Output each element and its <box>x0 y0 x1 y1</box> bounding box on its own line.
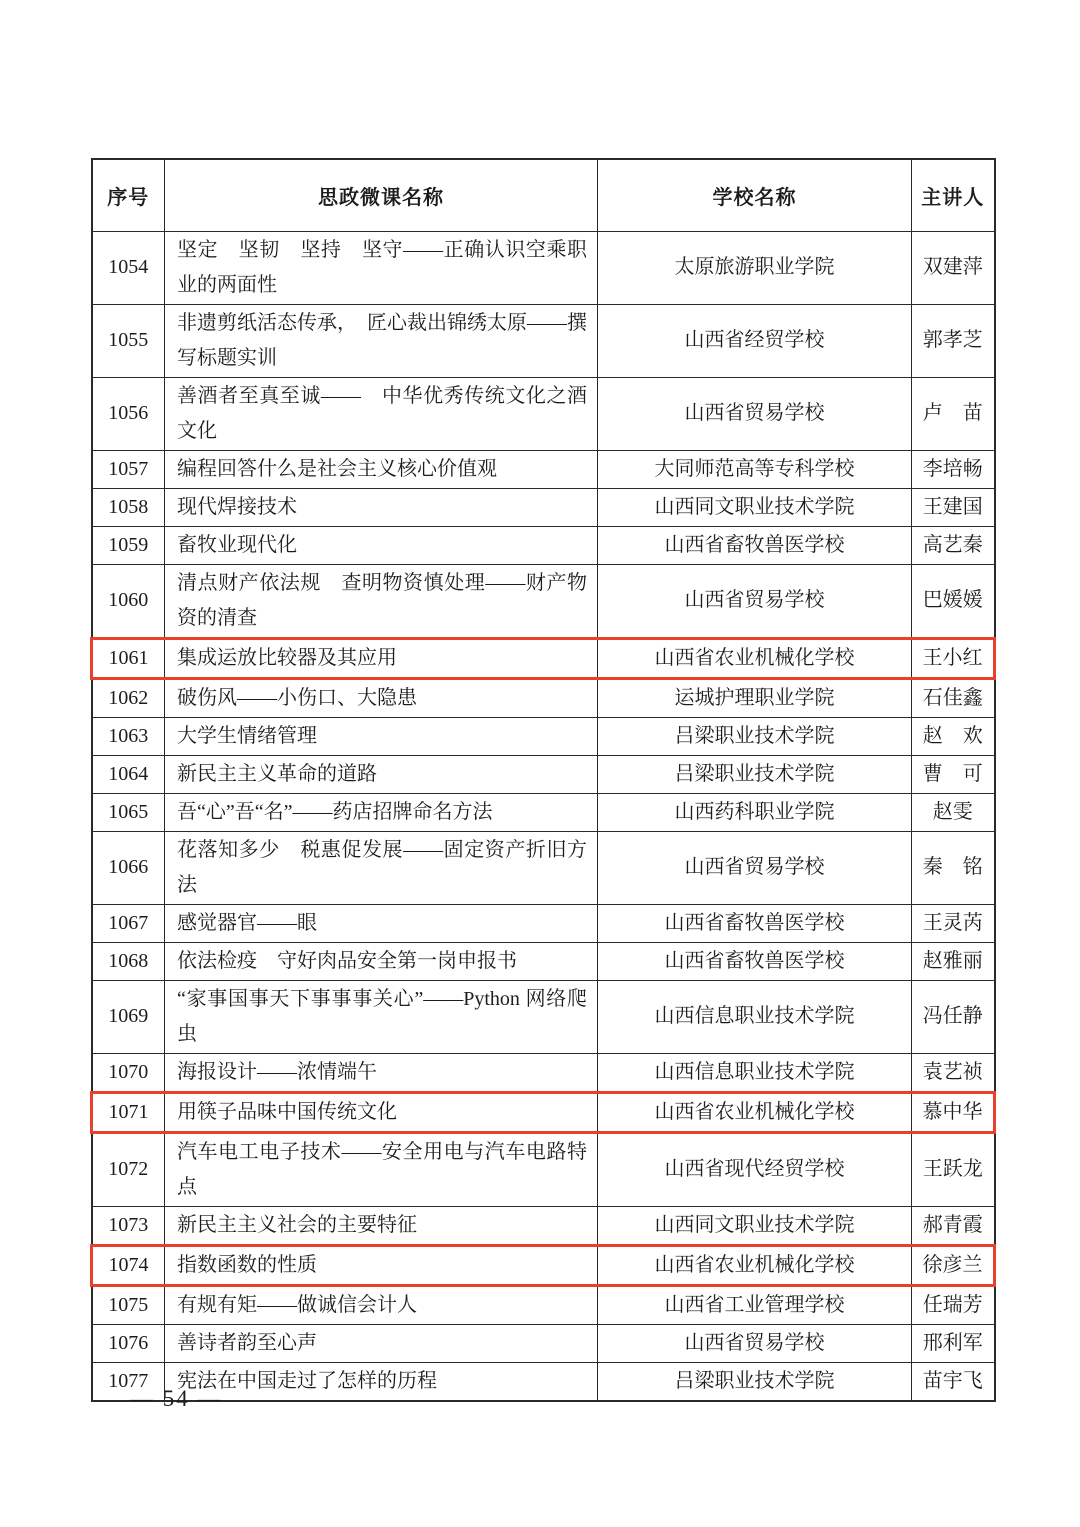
header-no: 序号 <box>92 159 165 231</box>
cell-school: 山西省贸易学校 <box>598 831 912 904</box>
cell-school: 太原旅游职业学院 <box>598 231 912 304</box>
cell-school: 山西药科职业学院 <box>598 793 912 831</box>
cell-no: 1054 <box>92 231 165 304</box>
cell-course: 汽车电工电子技术——安全用电与汽车电路特点 <box>165 1132 598 1206</box>
cell-no: 1065 <box>92 793 165 831</box>
table-row <box>92 304 995 377</box>
cell-speaker: 王跃龙 <box>912 1132 995 1206</box>
cell-course: 指数函数的性质 <box>165 1245 598 1285</box>
cell-school: 山西省农业机械化学校 <box>598 1245 912 1285</box>
cell-course: 集成运放比较器及其应用 <box>165 638 598 678</box>
table-row <box>92 942 995 980</box>
cell-course: 非遗剪纸活态传承， 匠心裁出锦绣太原——撰写标题实训 <box>165 304 598 377</box>
cell-speaker: 郭孝芝 <box>912 304 995 377</box>
cell-no: 1059 <box>92 526 165 564</box>
cell-no: 1058 <box>92 488 165 526</box>
header-course: 思政微课名称 <box>165 159 598 231</box>
table-row <box>92 564 995 638</box>
cell-no: 1067 <box>92 904 165 942</box>
cell-school: 山西省工业管理学校 <box>598 1285 912 1324</box>
cell-no: 1076 <box>92 1324 165 1362</box>
cell-no: 1071 <box>92 1092 165 1132</box>
cell-school: 山西省农业机械化学校 <box>598 1092 912 1132</box>
cell-speaker: 双建萍 <box>912 231 995 304</box>
table-row <box>92 793 995 831</box>
cell-course: 海报设计——浓情端午 <box>165 1053 598 1092</box>
header-speaker: 主讲人 <box>912 159 995 231</box>
cell-course: 新民主主义革命的道路 <box>165 755 598 793</box>
cell-speaker: 徐彦兰 <box>912 1245 995 1285</box>
table-row <box>92 231 995 304</box>
table-row <box>92 638 995 678</box>
table-row <box>92 904 995 942</box>
cell-speaker: 巴媛媛 <box>912 564 995 638</box>
cell-no: 1068 <box>92 942 165 980</box>
cell-course: 清点财产依法规 查明物资慎处理——财产物资的清查 <box>165 564 598 638</box>
cell-course: 善酒者至真至诚—— 中华优秀传统文化之酒文化 <box>165 377 598 450</box>
cell-school: 吕梁职业技术学院 <box>598 1362 912 1401</box>
cell-no: 1073 <box>92 1206 165 1245</box>
cell-school: 吕梁职业技术学院 <box>598 755 912 793</box>
cell-course: 破伤风——小伤口、大隐患 <box>165 678 598 717</box>
header-school: 学校名称 <box>598 159 912 231</box>
cell-school: 山西省畜牧兽医学校 <box>598 942 912 980</box>
cell-course: 有规有矩——做诚信会计人 <box>165 1285 598 1324</box>
cell-speaker: 袁艺祯 <box>912 1053 995 1092</box>
cell-school: 山西信息职业技术学院 <box>598 980 912 1053</box>
cell-school: 山西省农业机械化学校 <box>598 638 912 678</box>
cell-speaker: 赵雯 <box>912 793 995 831</box>
cell-school: 山西省贸易学校 <box>598 564 912 638</box>
table-row <box>92 526 995 564</box>
cell-no: 1075 <box>92 1285 165 1324</box>
cell-school: 大同师范高等专科学校 <box>598 450 912 488</box>
table-row <box>92 1132 995 1206</box>
cell-no: 1069 <box>92 980 165 1053</box>
cell-course: 吾“心”吾“名”——药店招牌命名方法 <box>165 793 598 831</box>
cell-no: 1057 <box>92 450 165 488</box>
cell-no: 1077 <box>92 1362 165 1401</box>
cell-speaker: 冯任静 <box>912 980 995 1053</box>
cell-speaker: 李培畅 <box>912 450 995 488</box>
cell-no: 1055 <box>92 304 165 377</box>
table-row <box>92 1206 995 1245</box>
cell-speaker: 石佳鑫 <box>912 678 995 717</box>
cell-speaker: 曹 可 <box>912 755 995 793</box>
table-row <box>92 1324 995 1362</box>
cell-no: 1070 <box>92 1053 165 1092</box>
cell-course: 畜牧业现代化 <box>165 526 598 564</box>
cell-school: 山西省畜牧兽医学校 <box>598 526 912 564</box>
cell-school: 山西省畜牧兽医学校 <box>598 904 912 942</box>
course-table <box>90 158 996 1402</box>
table-body <box>92 231 995 1401</box>
table-row <box>92 755 995 793</box>
cell-speaker: 苗宇飞 <box>912 1362 995 1401</box>
cell-no: 1063 <box>92 717 165 755</box>
cell-school: 山西省贸易学校 <box>598 377 912 450</box>
cell-no: 1056 <box>92 377 165 450</box>
cell-no: 1061 <box>92 638 165 678</box>
cell-course: 新民主主义社会的主要特征 <box>165 1206 598 1245</box>
cell-course: 感觉器官——眼 <box>165 904 598 942</box>
cell-course: 花落知多少 税惠促发展——固定资产折旧方法 <box>165 831 598 904</box>
cell-speaker: 王灵芮 <box>912 904 995 942</box>
cell-school: 山西省经贸学校 <box>598 304 912 377</box>
cell-no: 1062 <box>92 678 165 717</box>
cell-no: 1074 <box>92 1245 165 1285</box>
table-row <box>92 1362 995 1401</box>
cell-speaker: 王建国 <box>912 488 995 526</box>
cell-course: 大学生情绪管理 <box>165 717 598 755</box>
table-row <box>92 1245 995 1285</box>
table-row <box>92 717 995 755</box>
table-row <box>92 831 995 904</box>
cell-no: 1066 <box>92 831 165 904</box>
table-row <box>92 678 995 717</box>
table-row <box>92 450 995 488</box>
cell-school: 山西信息职业技术学院 <box>598 1053 912 1092</box>
cell-school: 山西省现代经贸学校 <box>598 1132 912 1206</box>
table-row <box>92 1092 995 1132</box>
cell-course: 宪法在中国走过了怎样的历程 <box>165 1362 598 1401</box>
cell-school: 山西省贸易学校 <box>598 1324 912 1362</box>
cell-no: 1072 <box>92 1132 165 1206</box>
cell-course: 善诗者韵至心声 <box>165 1324 598 1362</box>
table-row <box>92 488 995 526</box>
cell-speaker: 邢利军 <box>912 1324 995 1362</box>
cell-school: 山西同文职业技术学院 <box>598 488 912 526</box>
table-row <box>92 980 995 1053</box>
cell-speaker: 慕中华 <box>912 1092 995 1132</box>
page-number: — 54 — <box>130 1386 223 1411</box>
cell-course: 依法检疫 守好肉品安全第一岗申报书 <box>165 942 598 980</box>
cell-speaker: 秦 铭 <box>912 831 995 904</box>
cell-speaker: 赵雅丽 <box>912 942 995 980</box>
cell-school: 吕梁职业技术学院 <box>598 717 912 755</box>
header-row <box>92 159 995 231</box>
cell-school: 运城护理职业学院 <box>598 678 912 717</box>
cell-course: “家事国事天下事事事关心”——Python 网络爬虫 <box>165 980 598 1053</box>
table-row <box>92 377 995 450</box>
cell-course: 坚定 坚韧 坚持 坚守——正确认识空乘职业的两面性 <box>165 231 598 304</box>
cell-no: 1064 <box>92 755 165 793</box>
cell-speaker: 赵 欢 <box>912 717 995 755</box>
cell-school: 山西同文职业技术学院 <box>598 1206 912 1245</box>
cell-course: 用筷子品味中国传统文化 <box>165 1092 598 1132</box>
cell-speaker: 郝青霞 <box>912 1206 995 1245</box>
table-row <box>92 1285 995 1324</box>
cell-speaker: 任瑞芳 <box>912 1285 995 1324</box>
cell-course: 编程回答什么是社会主义核心价值观 <box>165 450 598 488</box>
cell-speaker: 卢 苗 <box>912 377 995 450</box>
cell-speaker: 王小红 <box>912 638 995 678</box>
table-row <box>92 1053 995 1092</box>
cell-no: 1060 <box>92 564 165 638</box>
cell-speaker: 高艺秦 <box>912 526 995 564</box>
cell-course: 现代焊接技术 <box>165 488 598 526</box>
